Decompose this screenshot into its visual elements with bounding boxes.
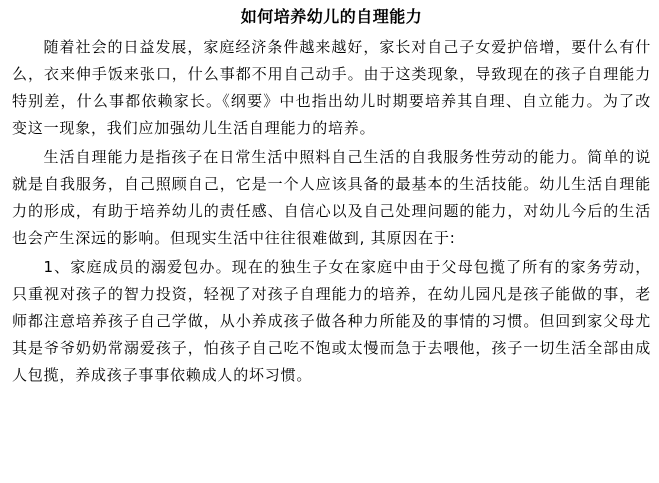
- document-title: 如何培养幼儿的自理能力: [240, 7, 423, 26]
- paragraph-intro: 随着社会的日益发展，家庭经济条件越来越好，家长对自己子女爱护倍增，要什么有什么，衣来伸手饭来张口，什么事都不用自己动手。由于这类现象，导致现在的孩子自理能力特别差，什么事都依赖家长。《纲要》中也指出幼儿时期要培养其自理、自立能力。为了改变这一现象，我们应加强幼儿生活自理能力的培养。: [12, 38, 651, 137]
- paragraph-definition: 生活自理能力是指孩子在日常生活中照料自己生活的自我服务性劳动的能力。简单的说就是自我服务，自己照顾自己，它是一个人应该具备的最基本的生活技能。幼儿生活自理能力的形成，有助于培养幼儿的责任感、自信心以及自己处理问题的能力，对幼儿今后的生活也会产生深远的影响。但现实生活中往往很难做到, 其原因在于:: [12, 148, 651, 247]
- paragraph-reason-1: 1、家庭成员的溺爱包办。现在的独生子女在家庭中由于父母包揽了所有的家务劳动，只重视对孩子的智力投资，轻视了对孩子自理能力的培养，在幼儿园凡是孩子能做的事，老师都注意培养孩子自己学做，从小养成孩子做各种力所能及的事情的习惯。但回到家父母尤其是爷爷奶奶常溺爱孩子，怕孩子自己吃不饱或太慢而急于去喂他，孩子一切生活全部由成人包揽，养成孩子事事依赖成人的坏习惯。: [12, 258, 651, 384]
